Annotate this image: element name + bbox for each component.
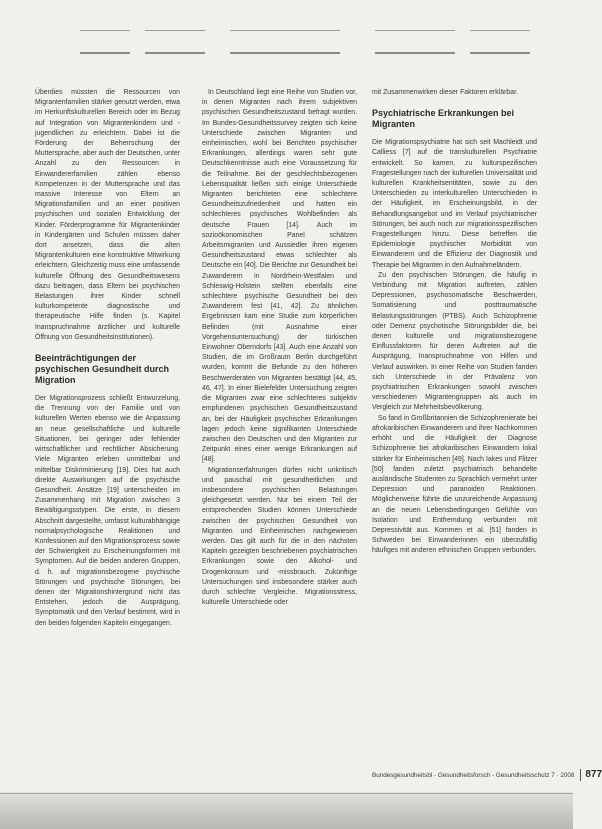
- page-edge-line: [0, 793, 573, 794]
- text-column-right: [372, 88, 537, 768]
- header-rule: [375, 30, 455, 31]
- text-column-left: [35, 88, 180, 763]
- text-column-middle: [202, 88, 357, 768]
- footer-divider: [580, 769, 581, 781]
- header-rule: [470, 30, 530, 31]
- header-rule: [145, 30, 205, 31]
- paragraph: Der Migrationsprozess schließt Entwurzelung, die Trennung von der Familie und von kulturellen Werten ebenso wie die Anpassung an neue gesellschaftliche und kulturelle Situationen, bei geringer oder fehlender wirtschaftlicher und rechtlicher Absicherung. Viele Migranten erleben unmittelbar und mittelbar Diskriminierung [19]. Dies hat auch direkte Auswirkungen auf die psychische Gesundheit. Ansätze [19] unterscheiden im Zusammenhang mit Migration zwischen 3 Bewältigungsstypen. Die erste, in diesem Abschnitt dargestellte, umfasst kulturabhängige normalpsychologische Reaktionen und Konfessionen auf den Migrationsprozess sowie der Schwierigkeit zu Erscheinungsformen mit Symptomen. Auf die beiden anderen Gruppen, d. h. auf migrationsbezogene psychische Störungen und psychische Störungen, bei denen der Migrationshintergrund nicht das Entstehen, jedoch die Ausprägung, Symptomatik und den Verlauf bestimmt, wird in den beiden folgenden Kapiteln eingegangen.: [35, 395, 180, 627]
- paragraph: mit Zusammenwirken dieser Faktoren erklärbar.: [372, 89, 518, 96]
- header-rule: [230, 52, 340, 54]
- paragraph: Überdies müssten die Ressourcen von Migrantenfamilien stärker genutzt werden, etwa im Herkunftskulturellen Bereich oder im Bezug auf Integration von Migrantenkindern und -jugendlichen zu erleichtern. Dabei ist die Förderung der Beherrschung der Muttersprache, aber auch der Deutschen, unter Anzahl zu den Ressourcen in Einwandererfamilien zählen ebenso Kompetenzen in der Muttersprache und das massive Interesse von Eltern an Migrationsfamilien und an einer positiven psychischen und sozialen Entwicklung der Kinder. Förderprogramme für Migrantenkinder in Kindergärten und Schulen müssen daher dort ansetzen, dass die alten Migrantenkulturen eine konstruktive Mitwirkung erleichtern. Gleichzeitig muss eine umfassende kulturelle Öffnung des Gesundheitswesens dazu beitragen, dass Eltern bei psychischen Belastungen ihrer Kinder schnell kulturkompetente diagnostische und therapeutische Hilfe finden (s. Kapitel Inanspruchnahme ärztlicher und kulturelle Öffnung von Gesundheitsinstitutionen).: [35, 89, 180, 341]
- journal-citation: Bundesgesundheitsbl - Gesundheitsforsch - Gesundheitsschutz 7 · 2008: [372, 771, 575, 779]
- header-rule: [470, 52, 530, 54]
- page-number: 877: [585, 769, 602, 780]
- header-rule: [230, 30, 340, 31]
- paragraph: So fand in Großbritannien die Schizophrenierate bei afrokaribischen Einwanderern und ihrer Nachkommen erhöht und die Häufigkeit der Diagnose Schizophrenie bei afrokaribischen Einwandern lokal stärker für Einheimischen [49]. Nach Iakes und Flitzer [50] fanden zuletzt psychiatrisch behandelte ausländische Studenten zu Sprachlich vermehrt unter Depression und paranoiden Reaktionen. Möglicherweise führte die unzureichende Anpassung an die neuen Lebensbedingungen Gefühle von Isolation und Entfremdung verbunden mit Depressivität aus. Kommen et al. [51] fanden in Schweden bei Einwanderinnen ein überzufällig häufiges mit anderen ethnischen Gruppen verbunden.: [372, 414, 537, 555]
- section-heading: Psychiatrische Erkrankungen bei Migranten: [372, 108, 515, 130]
- header-rule: [80, 52, 130, 54]
- header-rule: [145, 52, 205, 54]
- header-rule: [80, 30, 130, 31]
- paragraph: Die Migrationspsychiatrie hat sich seit Machleidt und Calliess [7] auf die transkulturellen Psychiatrie entwickelt. So kamen, zu kulturspezifischen Fragestellungen nach der kulturellen Universalität und kulturellen Krankheitsentitäten, sowie zu den Unterschieden zu interkulturellen Unterschieden in der Häufigkeit, im Erscheinungsbild, in der Behandlungsangebot und im Verlauf psychiatrischer Störungen, bei auch noch zur migrationsspezifischen Fragestellungen hinzu. Diese betreffen die Epidemiologie psychischer Morbidität von Einwanderern und die Effizienz der Diagnostik und Therapie bei Migranten in den Aufnahmeländern.: [372, 139, 537, 269]
- paragraph: In Deutschland liegt eine Reihe von Studien vor, in denen Migranten nach ihrem subjektiven psychischen Gesundheitszustand befragt wurden. Im Bundes-Gesundheitssurvey zeigten sich keine Unterschiede zwischen Migranten und einheimischen, wohl bei Berichten psychischer Erkrankungen, allerdings waren sehr gute Deutschkenntnisse auch eine Voraussetzung für die Teilnahme. Bei der geschlechtsbezogenen Lebensqualität ließen sich einige Unterschiede Migranten berichteten eine schlechtere Gesundheitszufriedenheit und hatten ein schlechteres psychisches Wohlbefinden als deutsche Frauen [14]. Auch im sozioökonomischen Panel schätzen Arbeitsmigranten und Aussiedler ihren eigenen Gesundheitszustand etwas schlechter als Deutsche ein [40]. Die Berichte zur Gesundheit bei Zuwanderern in Nordrhein-Westfalen und Schleswig-Holstein stellten ebenfalls eine schlechtere psychische Gesundheit bei den Zuwanderern fest [41, 42]. Zu ähnlichen Ergebnissen kam eine Studie zum körperlichen Befinden (mit Ausnahme einer Vorgehensuntersuchung) der türkischen Einwohner Oberndorfs [43]. Auch eine Anzahl von Studien, die im Großraum Berlin durchgeführt wurden, kommt die Befunde zu den höheren Beschwerderaten von Migranten bestätigt [44, 45, 46, 47]. In einer Bielefelder Untersuchung zeigten die Migranten zwar eine schlechteres subjektiv empfundenen psychischen Gesundheitszustand an, bei der Häufigkeit psychischer Erkrankungen lagen jedoch keine signifikanten Unterschiede zwischen den Deutschen und den Migranten zur Zeitpunkt eines einer wenige Erkrankungen auf [48].: [202, 89, 357, 464]
- section-heading: Beeinträchtigungen der psychischen Gesundheit durch Migration: [35, 353, 170, 386]
- header-rule: [375, 52, 455, 54]
- scan-edge-shadow: [0, 792, 573, 829]
- paragraph: Migrationserfahrungen dürfen nicht unkritisch und pauschal mit gesundheitlichen und insbesondere psychischen Belastungen gleichgesetzt werden. Nur bei einem Teil der entsprechenden Studien können Unterschiede zwischen der psychischen Gesundheit von Migranten und Einheimischen nachgewiesen werden. Das gilt auch für die in den nächsten Kapiteln gezeigten beschriebenen psychiatrischen Erkrankungen sowie den Alkohol- und Drogenkonsum und -missbrauch. Zukünftige Untersuchungen sind insbesondere stärker auch durch schlechte Vergleiche. Migrationsstress, kulturelle Unterschiede oder: [202, 466, 357, 607]
- page-footer: [372, 768, 602, 782]
- paragraph: Zu den psychischen Störungen, die häufig in Verbindung mit Migration auftreten, zählen Depressionen, psychosomatische Beschwerden, Somatisierung und posttraumatische Belastungsstörungen (PTBS). Auch Schizophrenie oder Demenz psychotische Störungsbilder die, bei denen kulturelle und migrationsbezogene Einflussfaktoren für deren Auftreten auf die Ausprägung, Inanspruchnahme von Hilfen und Verlauf auswirken. In einer Reihe von Studien fanden sich Unterschiede in der Prävalenz von psychiatrischen Erkrankungen sowohl zwischen verschiedenen Migrantengruppen als auch im Vergleich zur Mehrheitsbevölkerung.: [372, 271, 537, 412]
